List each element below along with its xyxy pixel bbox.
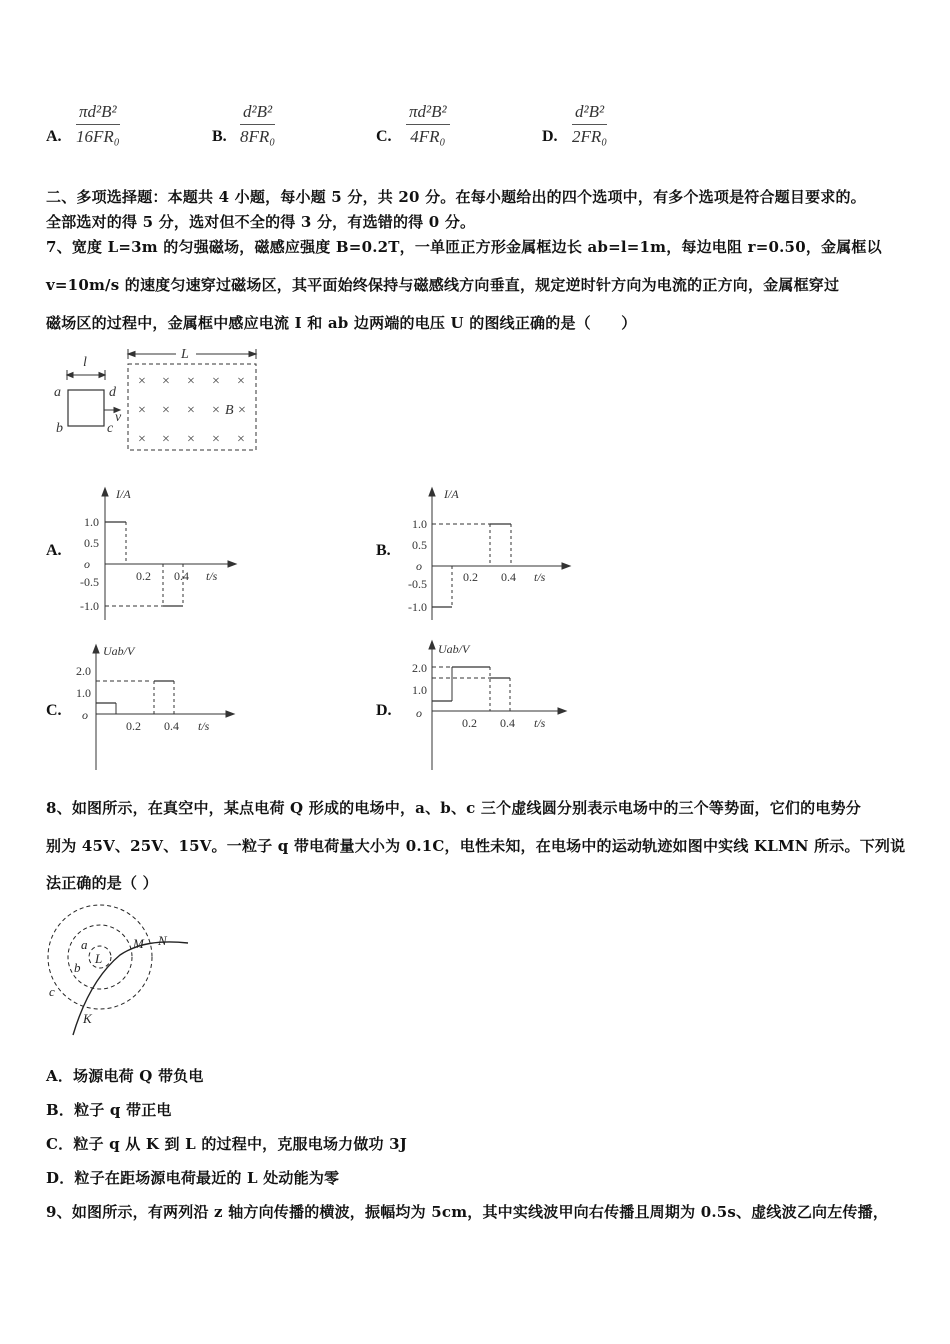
svg-text:2.0: 2.0 — [412, 661, 427, 675]
section2-instructions-line1: 二、多项选择题：本题共 4 小题，每小题 5 分，共 20 分。在每小题给出的四个选项中，有多个选项是符合题目要求的。 — [46, 188, 866, 206]
label-l: l — [83, 355, 87, 370]
svg-text:t/s: t/s — [198, 719, 210, 733]
svg-text:×: × — [162, 374, 170, 389]
svg-text:c: c — [49, 984, 55, 999]
q7-field-diagram — [40, 340, 280, 460]
q8-equipotential-diagram — [40, 900, 210, 1040]
svg-text:K: K — [83, 1011, 92, 1026]
q8-text-line3: 法正确的是（ ） — [46, 874, 158, 892]
svg-text:×: × — [138, 432, 146, 447]
svg-text:0.2: 0.2 — [136, 569, 151, 583]
q7-option-b-graph — [400, 480, 590, 620]
q8-option-d[interactable]: D．粒子在距场源电荷最近的 L 处动能为零 — [46, 1169, 340, 1187]
svg-text:N: N — [158, 933, 167, 948]
label-B: B — [225, 403, 234, 418]
q6-option-c-letter: C. — [376, 128, 392, 145]
svg-text:L: L — [95, 951, 103, 966]
q6-option-a-fraction: πd²B² 16FR₀ — [76, 102, 120, 146]
svg-text:t/s: t/s — [206, 569, 218, 583]
label-d: d — [109, 385, 116, 400]
svg-text:Uab/V: Uab/V — [103, 644, 135, 658]
svg-text:×: × — [138, 374, 146, 389]
svg-text:×: × — [138, 403, 146, 418]
svg-text:×: × — [162, 432, 170, 447]
q6-option-a-letter: A. — [46, 128, 62, 145]
svg-text:0.4: 0.4 — [164, 719, 179, 733]
svg-text:o: o — [416, 559, 422, 573]
svg-text:×: × — [237, 432, 245, 447]
svg-text:×: × — [187, 403, 195, 418]
svg-text:×: × — [212, 432, 220, 447]
svg-text:a: a — [81, 937, 88, 952]
label-v: v — [115, 410, 122, 425]
svg-text:1.0: 1.0 — [84, 515, 99, 529]
svg-text:-1.0: -1.0 — [408, 600, 427, 614]
section2-instructions-line2: 全部选对的得 5 分，选对但不全的得 3 分，有选错的得 0 分。 — [46, 213, 476, 231]
label-b: b — [56, 421, 63, 436]
q8-text-line2: 别为 45V、25V、15V。一粒子 q 带电荷量大小为 0.1C，电性未知，在电场中的运动轨迹如图中实线 KLMN 所示。下列说 — [46, 837, 906, 855]
svg-text:0.2: 0.2 — [126, 719, 141, 733]
svg-text:×: × — [212, 374, 220, 389]
svg-text:o: o — [416, 706, 422, 720]
svg-text:Uab/V: Uab/V — [438, 642, 470, 656]
q7-option-c-graph — [70, 635, 260, 770]
svg-text:M: M — [133, 936, 144, 951]
svg-text:o: o — [84, 557, 90, 571]
label-L: L — [181, 347, 189, 362]
q6-option-b-letter: B. — [212, 128, 227, 145]
q8-text-line1: 8、如图所示，在真空中，某点电荷 Q 形成的电场中，a、b、c 三个虚线圆分别表示电场中的三个等势面，它们的电势分 — [46, 799, 861, 817]
svg-text:I/A: I/A — [116, 487, 131, 501]
q7-option-d-graph — [400, 635, 590, 770]
q7-option-a-graph — [70, 480, 260, 620]
svg-text:t/s: t/s — [534, 570, 546, 584]
q7-text-line3: 磁场区的过程中，金属框中感应电流 I 和 ab 边两端的电压 U 的图线正确的是（ ） — [46, 314, 637, 332]
svg-text:0.5: 0.5 — [84, 536, 99, 550]
q7-option-c-letter[interactable]: C. — [46, 702, 62, 719]
q7-text-line2: v=10m/s 的速度匀速穿过磁场区，其平面始终保持与磁感线方向垂直，规定逆时针方向为电流的正方向，金属框穿过 — [46, 276, 840, 294]
q9-text-line1: 9、如图所示，有两列沿 z 轴方向传播的横波，振幅均为 5cm，其中实线波甲向右传播且周期为 0.5s、虚线波乙向左传播， — [46, 1203, 889, 1221]
svg-text:0.4: 0.4 — [501, 570, 516, 584]
q6-option-b-fraction: d²B² 8FR₀ — [240, 102, 276, 146]
svg-text:×: × — [162, 403, 170, 418]
svg-text:-0.5: -0.5 — [408, 577, 427, 591]
svg-text:0.5: 0.5 — [412, 538, 427, 552]
svg-text:1.0: 1.0 — [76, 686, 91, 700]
svg-text:1.0: 1.0 — [412, 683, 427, 697]
svg-text:-0.5: -0.5 — [80, 575, 99, 589]
label-c: c — [107, 421, 114, 436]
svg-text:b: b — [74, 960, 81, 975]
q6-option-c-fraction: πd²B² 4FR₀ — [406, 102, 450, 147]
svg-text:×: × — [187, 432, 195, 447]
svg-text:0.4: 0.4 — [500, 716, 515, 730]
svg-text:0.2: 0.2 — [463, 570, 478, 584]
svg-text:t/s: t/s — [534, 716, 546, 730]
svg-text:×: × — [238, 403, 246, 418]
svg-text:-1.0: -1.0 — [80, 599, 99, 613]
svg-text:o: o — [82, 708, 88, 722]
svg-text:×: × — [212, 403, 220, 418]
svg-text:×: × — [187, 374, 195, 389]
svg-text:0.4: 0.4 — [174, 569, 189, 583]
svg-text:1.0: 1.0 — [412, 517, 427, 531]
q6-option-d-letter: D. — [542, 128, 558, 145]
svg-text:I/A: I/A — [444, 487, 459, 501]
q7-text-line1: 7、宽度 L=3m 的匀强磁场，磁感应强度 B=0.2T，一单匝正方形金属框边长 ab=l=1m，每边电阻 r=0.50，金属框以 — [46, 238, 882, 256]
q7-option-d-letter[interactable]: D. — [376, 702, 392, 719]
svg-text:0.2: 0.2 — [462, 716, 477, 730]
svg-text:2.0: 2.0 — [76, 664, 91, 678]
svg-text:×: × — [237, 374, 245, 389]
q8-option-b[interactable]: B．粒子 q 带正电 — [46, 1101, 172, 1119]
q8-option-a[interactable]: A．场源电荷 Q 带负电 — [46, 1067, 204, 1085]
q8-option-c[interactable]: C．粒子 q 从 K 到 L 的过程中，克服电场力做功 3J — [46, 1135, 408, 1153]
q6-option-d-fraction: d²B² 2FR₀ — [572, 102, 608, 146]
q7-option-b-letter[interactable]: B. — [376, 542, 391, 559]
q7-option-a-letter[interactable]: A. — [46, 542, 62, 559]
label-a: a — [54, 385, 61, 400]
